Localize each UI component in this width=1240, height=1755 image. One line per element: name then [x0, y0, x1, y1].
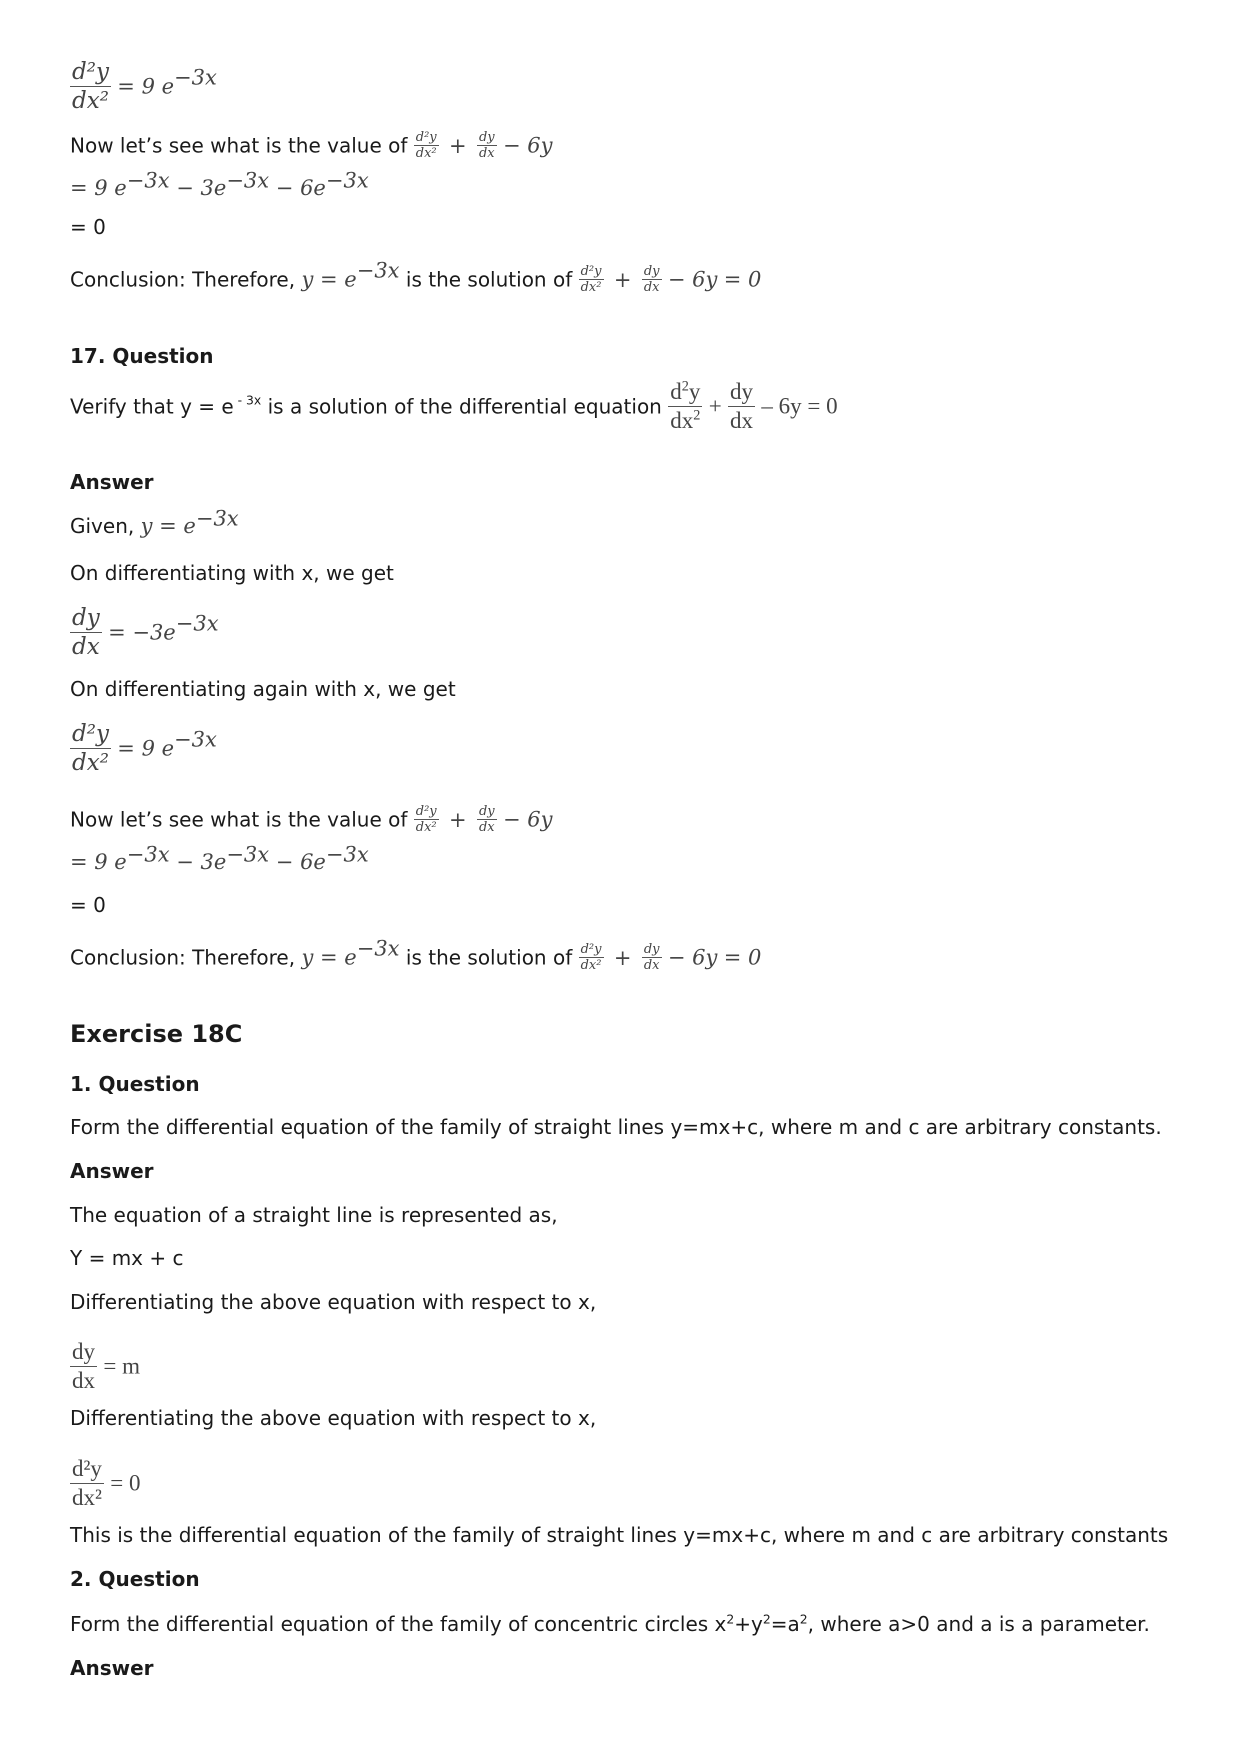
question-1-text: Form the differential equation of the family of straight lines y=mx+c, where m and c are arbitrary constants. [70, 1115, 1162, 1139]
fraction-d2y-dx2: $\frac{\text{d²y}}{\text{dx²}}$ [72, 59, 109, 114]
fraction-d2y-dx2-small: $\frac{\text{d²y}}{\text{dx²}}$ [415, 130, 437, 161]
equation-dy-dx-m: $\frac{dy}{dx}$ = m [72, 1339, 140, 1393]
y-equals-mx-plus-c: Y = mx + c [70, 1246, 184, 1270]
equation-second-derivative: $\frac{\text{d²y}}{\text{dx²}}$ = 9 $e^{-3x}$ [72, 721, 217, 776]
sum-line-2: = 9 $e^{-3x} - 3e^{-3x} - 6e^{-3x}$ [70, 842, 369, 874]
conclusion-line-1: Conclusion: Therefore, $y = e^{-3x}$ is the solution of $\frac{\text{d²y}}{\text{dx²}}$ + $\frac{dy}{dx}$ − 6y = 0 [70, 258, 762, 295]
differentiating-line-2: Differentiating the above equation with respect to x, [70, 1406, 597, 1430]
given-line: Given, $y = e^{-3x}$ [70, 506, 239, 538]
question-1-heading: 1. Question [70, 1072, 200, 1096]
fraction-d2y-dx2: $\frac{\text{d²y}}{\text{dx²}}$ [72, 721, 109, 776]
fraction-dy-dx-small: $\frac{dy}{dx}$ [643, 264, 660, 295]
now-lets-see-line-2: Now let’s see what is the value of $\frac{\text{d²y}}{\text{dx²}}$ + $\frac{dy}{dx}$ − 6y [70, 804, 553, 835]
conclusion-line-2: Conclusion: Therefore, $y = e^{-3x}$ is the solution of $\frac{\text{d²y}}{\text{dx²}}$ + $\frac{dy}{dx}$ − 6y = 0 [70, 936, 762, 973]
question-2-text: Form the differential equation of the family of concentric circles $x^2+y^2=a^2$, where a>0 and a is a parameter. [70, 1611, 1150, 1636]
fraction-d2y-dx2-upright: $\frac{d^2y}{dx^2}$ [670, 378, 701, 433]
fraction-dy-dx-upright: $\frac{dy}{dx}$ [72, 1339, 95, 1393]
fraction-dy-dx: $\frac{dy}{dx}$ [72, 605, 100, 660]
exercise-18c-heading: Exercise 18C [70, 1020, 243, 1048]
on-differentiating-again-line: On differentiating again with x, we get [70, 677, 456, 701]
fraction-d2y-dx2-small: $\frac{\text{d²y}}{\text{dx²}}$ [580, 942, 602, 973]
fraction-d2y-dx2-upright: $\frac{\text{d²y}}{\text{dx²}}$ [72, 1456, 102, 1510]
sum-line-1: = 9 $e^{-3x} - 3e^{-3x} - 6e^{-3x}$ [70, 168, 369, 200]
differentiating-line-1: Differentiating the above equation with respect to x, [70, 1290, 597, 1314]
equation-first-derivative: $\frac{dy}{dx}$ = $-3e^{-3x}$ [72, 605, 219, 660]
fraction-dy-dx-small: $\frac{dy}{dx}$ [478, 804, 495, 835]
now-lets-see-line-1: Now let’s see what is the value of $\frac{\text{d²y}}{\text{dx²}}$ + $\frac{dy}{dx}$ − 6y [70, 130, 553, 161]
fraction-d2y-dx2-small: $\frac{\text{d²y}}{\text{dx²}}$ [580, 264, 602, 295]
fraction-dy-dx-small: $\frac{dy}{dx}$ [478, 130, 495, 161]
fraction-dy-dx-upright: $\frac{dy}{dx}$ [730, 379, 754, 433]
answer-label-2: Answer [70, 1159, 154, 1183]
answer-label-3: Answer [70, 1656, 154, 1680]
fraction-d2y-dx2-small: $\frac{\text{d²y}}{\text{dx²}}$ [415, 804, 437, 835]
answer-label-1: Answer [70, 470, 154, 494]
question-17-heading: 17. Question [70, 344, 214, 368]
fraction-dy-dx-small: $\frac{dy}{dx}$ [643, 942, 660, 973]
zero-line-2: = 0 [70, 893, 106, 917]
on-differentiating-line: On differentiating with x, we get [70, 561, 394, 585]
question-17-text: Verify that y = e $^{- 3x}$ is a solution of the differential equation $\frac{d^2y}{dx^2}$ + $\frac{dy}{dx}$ – 6y = 0 [70, 378, 838, 433]
equation-d2y-dx2-zero: $\frac{\text{d²y}}{\text{dx²}}$ = 0 [72, 1456, 141, 1510]
equation-second-derivative-top: $\frac{\text{d²y}}{\text{dx²}}$ = 9 $e^{-3x}$ [72, 59, 217, 114]
question-1-conclusion: This is the differential equation of the family of straight lines y=mx+c, where m and c are arbitrary constants [70, 1523, 1169, 1547]
straight-line-intro: The equation of a straight line is represented as, [70, 1203, 558, 1227]
question-2-heading: 2. Question [70, 1567, 200, 1591]
zero-line-1: = 0 [70, 215, 106, 239]
